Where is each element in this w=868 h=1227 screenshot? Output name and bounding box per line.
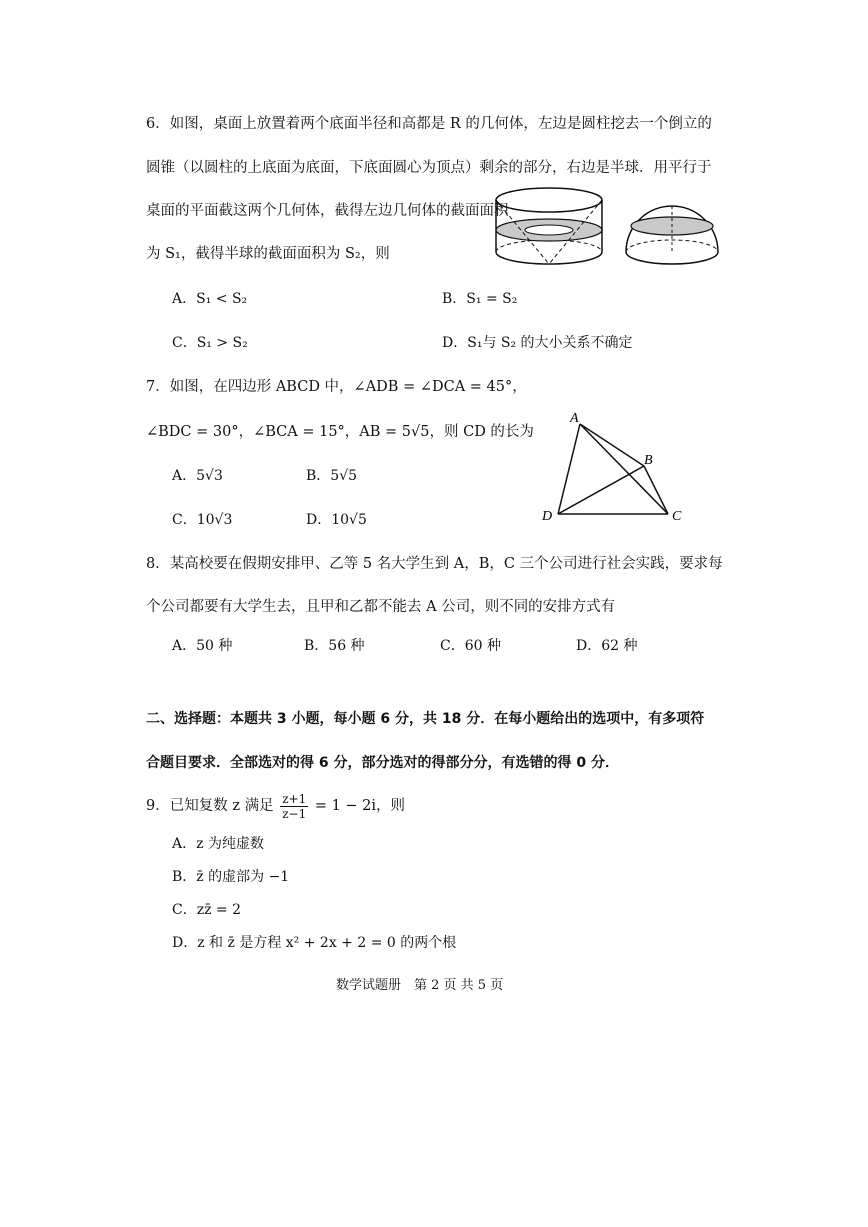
option-text: 5√5 [330, 468, 358, 484]
q6-line1: 6．如图，桌面上放置着两个底面半径和高都是 R 的几何体，左边是圆柱挖去一个倒立的 [146, 116, 712, 132]
q6-option-d[interactable] [442, 333, 633, 353]
q7-quadrilateral-figure [536, 408, 694, 526]
hemisphere-figure [626, 206, 718, 264]
q6-option-c[interactable] [172, 333, 248, 353]
q6-option-a[interactable] [172, 289, 247, 309]
option-label: A． [172, 291, 197, 307]
option-text: 62 种 [601, 638, 638, 654]
q8-line1: 8．某高校要在假期安排甲、乙等 5 名大学生到 A，B，C 三个公司进行社会实践，要求每 [146, 556, 723, 572]
option-text: S₁与 S₂ 的大小关系不确定 [467, 335, 633, 351]
option-text: S₁ = S₂ [466, 291, 518, 307]
q6-line3: 桌面的平面截这两个几何体，截得左边几何体的截面面积 [146, 203, 509, 219]
option-text: 10√5 [331, 512, 367, 528]
q7-line1: 7．如图，在四边形 ABCD 中，∠ADB = ∠DCA = 45°， [146, 379, 527, 395]
page-footer: 数学试题册 第 2 页 共 5 页 [336, 978, 504, 993]
option-text: 10√3 [196, 512, 233, 528]
option-text: S₁ < S₂ [196, 291, 248, 307]
point-b-label: B [644, 453, 653, 468]
option-label: C． [172, 335, 197, 351]
option-label: D． [306, 512, 332, 528]
q8-option-c[interactable] [440, 636, 501, 656]
option-label: C． [172, 512, 197, 528]
q9-option-d[interactable] [172, 933, 456, 953]
option-label: B． [304, 638, 329, 654]
option-text: 5√3 [196, 468, 223, 484]
cylinder-with-cone-figure [496, 188, 602, 264]
option-label: A． [172, 836, 197, 852]
option-label: B． [172, 869, 197, 885]
option-label: A． [172, 468, 197, 484]
q8-option-b[interactable] [304, 636, 365, 656]
q7-option-b[interactable] [306, 466, 357, 486]
point-d-label: D [542, 509, 553, 524]
option-text: z̄ 的虚部为 −1 [196, 869, 290, 885]
q6-line4: 为 S₁，截得半球的截面面积为 S₂，则 [146, 246, 390, 262]
option-label: D． [576, 638, 602, 654]
q9-option-a[interactable] [172, 834, 264, 854]
section2-heading-line2: 合题目要求．全部选对的得 6 分，部分选对的得部分分，有选错的得 0 分． [146, 755, 619, 771]
q6-option-b[interactable] [442, 289, 517, 309]
option-label: D． [442, 335, 468, 351]
option-label: A． [172, 638, 197, 654]
section2-heading-line1: 二、选择题：本题共 3 小题，每小题 6 分，共 18 分．在每小题给出的选项中，有多项符 [146, 711, 705, 727]
option-text: z 为纯虚数 [196, 836, 264, 852]
q8-option-a[interactable] [172, 636, 232, 656]
option-label: D． [172, 935, 198, 951]
option-text: zz̄ = 2 [196, 902, 242, 918]
q7-line2: ∠BDC = 30°，∠BCA = 15°，AB = 5√5，则 CD 的长为 [146, 424, 534, 440]
q7-option-a[interactable] [172, 466, 223, 486]
q9-stem [146, 790, 405, 822]
q6-line2: 圆锥（以圆柱的上底面为底面，下底面圆心为顶点）剩余的部分，右边是半球．用平行于 [146, 160, 712, 176]
option-label: B． [442, 291, 467, 307]
fraction-numerator: z+1 [282, 791, 307, 806]
q8-line2: 个公司都要有大学生去，且甲和乙都不能去 A 公司，则不同的安排方式有 [146, 599, 616, 615]
q9-option-b[interactable] [172, 867, 289, 887]
point-c-label: C [672, 509, 682, 524]
option-text: z 和 z̄ 是方程 x² + 2x + 2 = 0 的两个根 [197, 935, 457, 951]
option-label: B． [306, 468, 331, 484]
option-text: 50 种 [196, 638, 233, 654]
option-text: 56 种 [328, 638, 365, 654]
q9-fraction [280, 792, 308, 821]
q9-suffix: = 1 − 2i，则 [314, 798, 406, 814]
option-label: C． [440, 638, 465, 654]
option-text: 60 种 [464, 638, 501, 654]
option-label: C． [172, 902, 197, 918]
q9-prefix: 9．已知复数 z 满足 [146, 798, 274, 814]
q9-option-c[interactable] [172, 900, 241, 920]
q7-option-d[interactable] [306, 510, 367, 530]
q7-option-c[interactable] [172, 510, 232, 530]
q6-solids-figure [492, 182, 720, 274]
point-a-label: A [570, 411, 579, 426]
q8-option-d[interactable] [576, 636, 638, 656]
fraction-denominator: z−1 [282, 806, 307, 821]
option-text: S₁ > S₂ [196, 335, 248, 351]
